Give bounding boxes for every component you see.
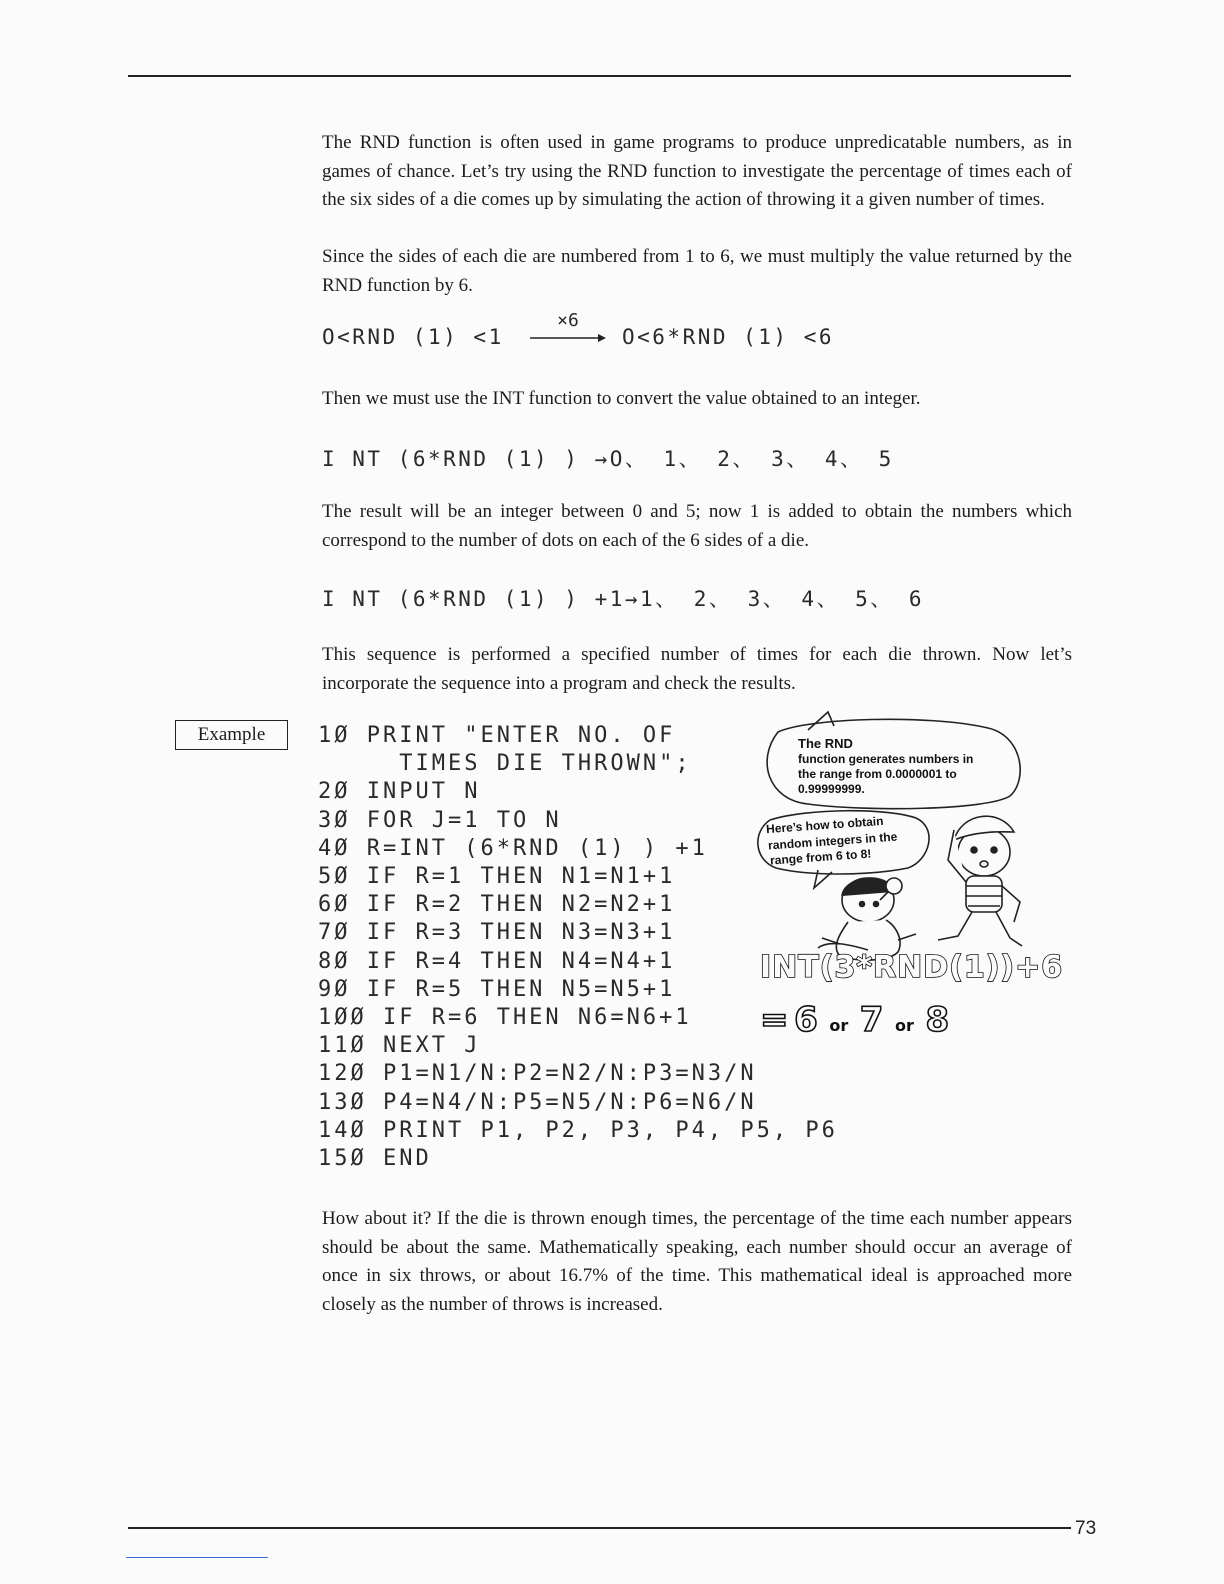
program-line: 3Ø FOR J=1 TO N: [318, 807, 562, 833]
result-equals: =: [760, 1000, 789, 1040]
boy-character: [938, 816, 1022, 946]
arrow-label: ×6: [557, 310, 579, 331]
conclusion-paragraph: How about it? If the die is thrown enough times, the percentage of the time each number appears should be about the same. Mathematically speaking, each number should occur an average of once in six throws, or about 16.7% of the time. This mathematical ideal is approached more closely as the number of throws is increased.: [322, 1208, 1072, 1315]
result-value-6: 6: [794, 1000, 818, 1040]
program-line: 15Ø END: [318, 1146, 432, 1171]
result-value-7: 7: [859, 1000, 884, 1040]
link-underline: [126, 1557, 268, 1558]
int-paragraph: Then we must use the INT function to convert the value obtained to an integer.: [322, 388, 921, 409]
formula-rnd-range: O<RND (1) <1: [322, 325, 504, 349]
program-line: 14Ø PRINT P1, P2, P3, P4, P5, P6: [318, 1117, 838, 1143]
program-line: 8Ø IF R=4 THEN N4=N4+1: [318, 948, 676, 974]
bubble1-line1: The RND: [798, 736, 853, 751]
multiply-arrow: [528, 310, 608, 350]
bubble1-line2: function generates numbers in: [798, 752, 974, 766]
program-line: 1ØØ IF R=6 THEN N6=N6+1: [318, 1005, 692, 1030]
program-line: 12Ø P1=N1/N:P2=N2/N:P3=N3/N: [318, 1061, 757, 1087]
page-number: 73: [1075, 1518, 1097, 1539]
bubble1-line4: 0.99999999.: [798, 782, 865, 796]
program-line: 7Ø IF R=3 THEN N3=N3+1: [318, 920, 676, 946]
program-line: 13Ø P4=N4/N:P5=N5/N:P6=N6/N: [318, 1089, 757, 1115]
program-line: 9Ø IF R=5 THEN N5=N5+1: [318, 976, 676, 1002]
sequence-paragraph: This sequence is performed a specified number of times for each die thrown. Now let’s incorporate the sequence into a program and check the results.: [322, 644, 1072, 694]
bubble2-line1: Here’s how to obtain: [765, 813, 884, 837]
formula-scaled-range: O<6*RND (1) <6: [622, 325, 835, 349]
program-line: 1Ø PRINT "ENTER NO. OF: [318, 723, 676, 748]
program-line: 11Ø NEXT J: [318, 1033, 481, 1059]
result-or-1: or: [829, 1016, 849, 1035]
program-line: 2Ø INPUT N: [318, 779, 481, 805]
bubble2-line3: range from 6 to 8!: [769, 846, 872, 868]
program-line: 6Ø IF R=2 THEN N2=N2+1: [318, 892, 676, 918]
formula-int-range: I NT (6*RND (1) ) →O、 1、 2、 3、 4、 5: [322, 447, 894, 471]
bottom-rule: [128, 1527, 1071, 1529]
program-line: 4Ø R=INT (6*RND (1) ) +1: [318, 835, 708, 861]
multiply-paragraph: Since the sides of each die are numbered from 1 to 6, we must multiply the value returned by the RND function by 6.: [322, 246, 1072, 296]
right-arrow-icon: [528, 310, 608, 350]
cartoon-formula: INT(3*RND(1))+6: [760, 950, 1064, 985]
bubble1-line3: the range from 0.0000001 to: [798, 767, 957, 781]
result-value-8: 8: [925, 1000, 950, 1040]
program-line: TIMES DIE THROWN";: [318, 751, 692, 777]
intro-paragraph: The RND function is often used in game programs to produce unpredicatable numbers, as in games of chance. Let’s try using the RND function to investigate the percentage of times each of the six sides of a die comes up by simulating the action of throwing it a given number of times.: [322, 132, 1072, 210]
example-label: Example: [175, 720, 288, 750]
top-rule: [128, 75, 1071, 77]
girl-character: [818, 878, 916, 960]
bubble2-line2: random integers in the: [767, 829, 898, 853]
program-line: 5Ø IF R=1 THEN N1=N1+1: [318, 864, 676, 889]
add-one-paragraph: The result will be an integer between 0 and 5; now 1 is added to obtain the numbers which correspond to the number of dots on each of the 6 sides of a die.: [322, 501, 1072, 551]
cartoon-result: [760, 1000, 949, 1040]
formula-int-plus-one: I NT (6*RND (1) ) +1→1、 2、 3、 4、 5、 6: [322, 587, 925, 611]
result-or-2: or: [895, 1016, 914, 1035]
